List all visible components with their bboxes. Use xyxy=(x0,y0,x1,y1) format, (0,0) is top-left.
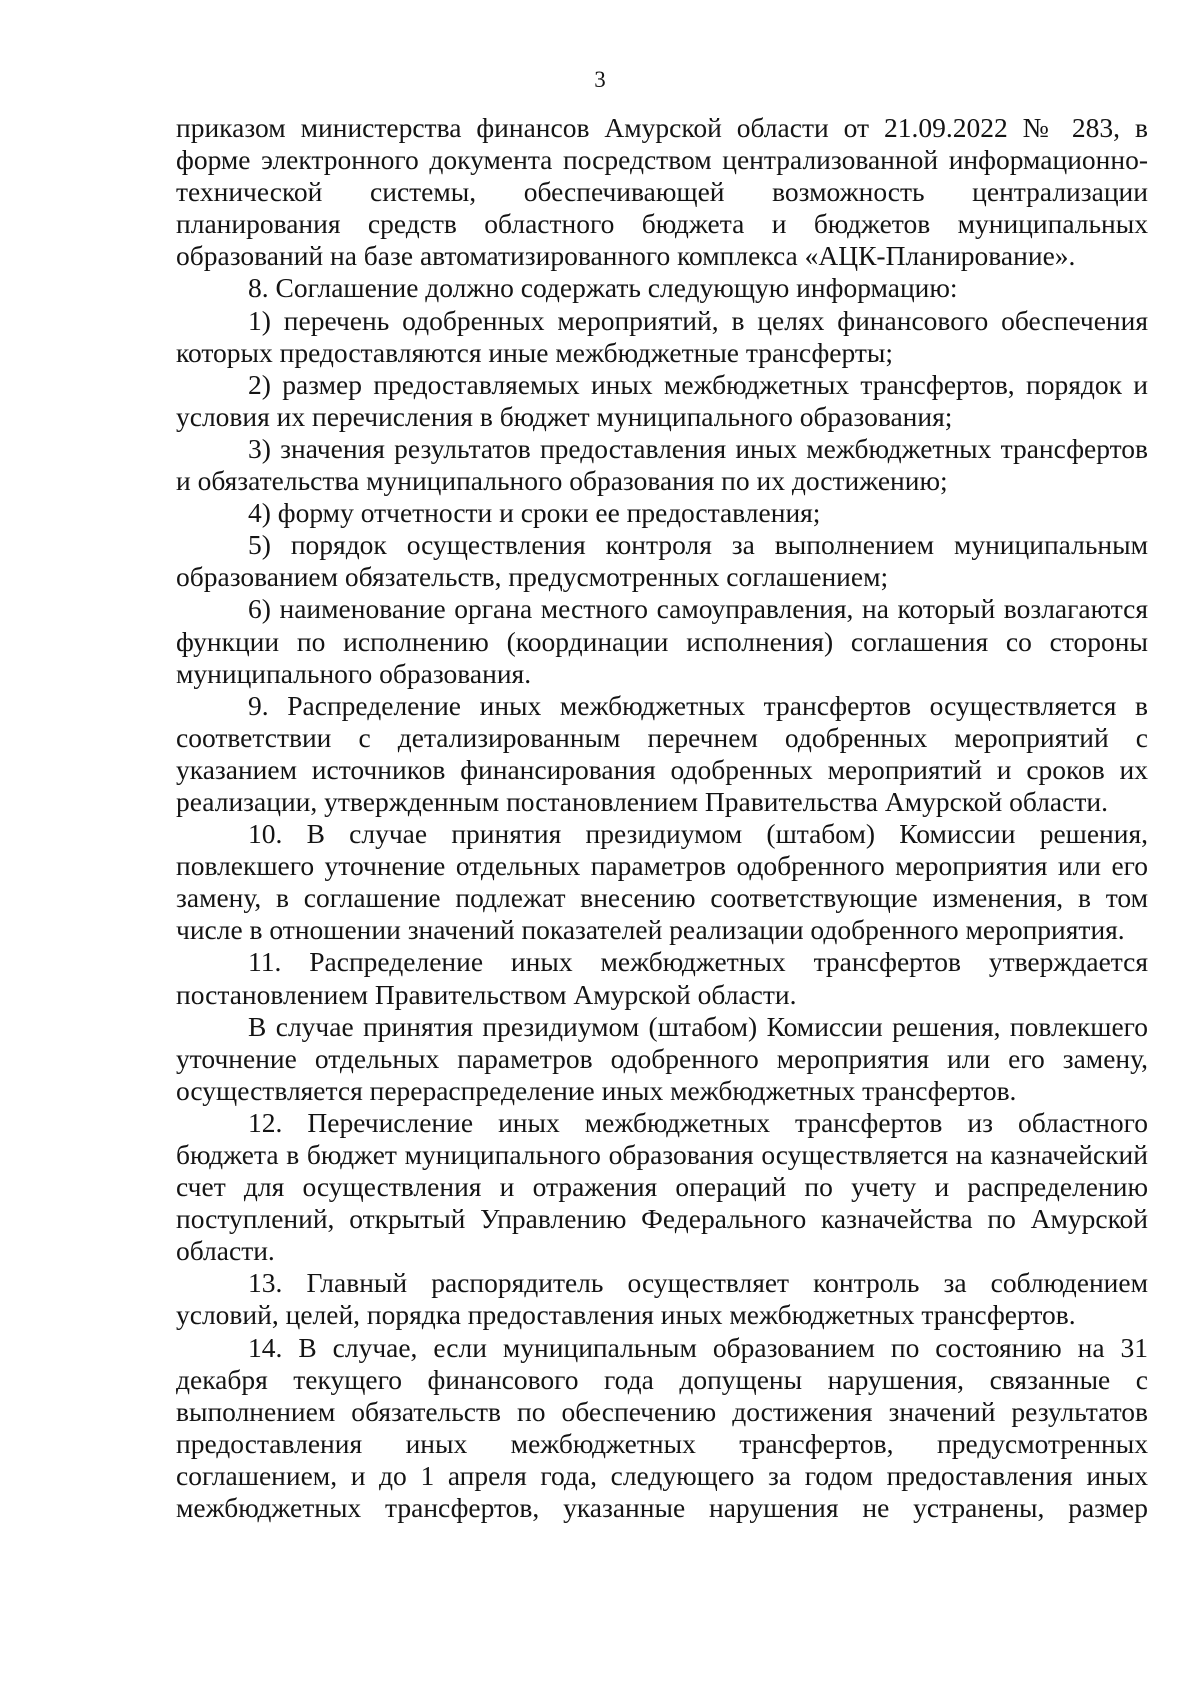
paragraph-13: 13. Главный распорядитель осуществляет контроль за соблюдением условий, целей, порядка предоставления иных межбюджетных трансфертов. xyxy=(176,1267,1148,1331)
list-item-8-5: 5) порядок осуществления контроля за выполнением муниципальным образованием обязательств, предусмотренных соглашением; xyxy=(176,529,1148,593)
paragraph-12: 12. Перечисление иных межбюджетных трансфертов из областного бюджета в бюджет муниципального образования осуществляется на казначейский счет для осуществления и отражения операций по учету и распределению поступлений, открытый Управлению Федерального казначейства по Амурской области. xyxy=(176,1106,1148,1267)
paragraph-10: 10. В случае принятия президиумом (штабом) Комиссии решения, повлекшего уточнение отдельных параметров одобренного мероприятия или его замену, в соглашение подлежат внесению соответствующие изменения, в том числе в отношении значений показателей реализации одобренного мероприятия. xyxy=(176,818,1148,946)
paragraph-8: 8. Соглашение должно содержать следующую информацию: xyxy=(248,272,958,304)
list-item-8-2: 2) размер предоставляемых иных межбюджетных трансфертов, порядок и условия их перечисления в бюджет муниципального образования; xyxy=(176,368,1148,432)
list-item-8-1: 1) перечень одобренных мероприятий, в целях финансового обеспечения которых предоставляются иные межбюджетные трансферты; xyxy=(176,304,1148,368)
list-item-8-4: 4) форму отчетности и сроки ее предоставления; xyxy=(248,497,821,529)
list-item-8-3: 3) значения результатов предоставления иных межбюджетных трансфертов и обязательства муниципального образования по их достижению; xyxy=(176,432,1148,497)
paragraph-14: 14. В случае, если муниципальным образованием по состоянию на 31 декабря текущего финансового года допущены нарушения, связанные с выполнением обязательств по обеспечению достижения значений результатов предоставления иных межбюджетных трансфертов, предусмотренных соглашением, и до 1 апреля года, следующего за годом предоставления иных межбюджетных трансфертов, указанные нарушения не устранены, размер xyxy=(176,1331,1148,1524)
document-body xyxy=(176,112,1148,1524)
paragraph-9: 9. Распределение иных межбюджетных трансфертов осуществляется в соответствии с детализированным перечнем одобренных мероприятий с указанием источников финансирования одобренных мероприятий и сроков их реализации, утвержденным постановлением Правительства Амурской области. xyxy=(176,689,1148,817)
paragraph-11-second: В случае принятия президиумом (штабом) Комиссии решения, повлекшего уточнение отдельных параметров одобренного мероприятия или его замену, осуществляется перераспределение иных межбюджетных трансфертов. xyxy=(176,1010,1148,1106)
page-number: 3 xyxy=(594,67,606,92)
paragraph-intro-continuation: приказом министерства финансов Амурской области от 21.09.2022 № 283, в форме электронного документа посредством централизованной информационно-технической системы, обеспечивающей возможность централизации планирования средств областного бюджета и бюджетов муниципальных образований на базе автоматизированного комплекса «АЦК-Планирование». xyxy=(176,112,1148,272)
paragraph-11: 11. Распределение иных межбюджетных трансфертов утверждается постановлением Правительством Амурской области. xyxy=(176,946,1148,1010)
list-item-8-6: 6) наименование органа местного самоуправления, на который возлагаются функции по исполнению (координации исполнения) соглашения со стороны муниципального образования. xyxy=(176,593,1148,689)
